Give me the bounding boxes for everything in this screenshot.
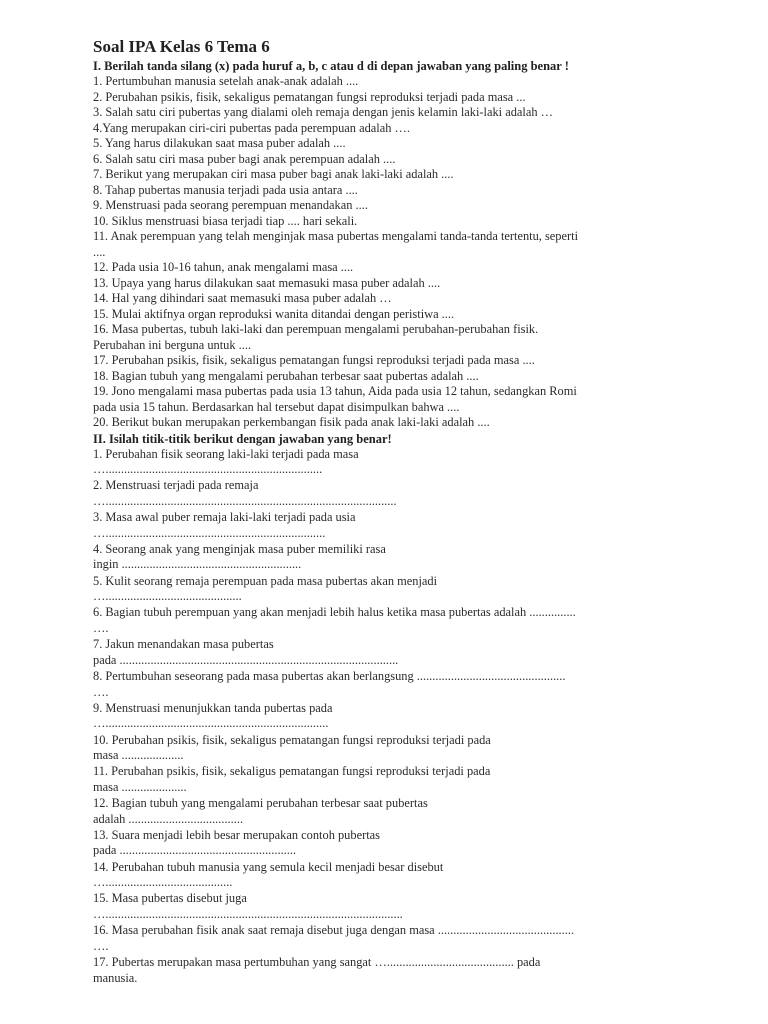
section-1-heading: I. Berilah tanda silang (x) pada huruf a, b, c atau d di depan jawaban yang paling benar ! <box>93 59 569 73</box>
fill-question-11: 11. Perubahan psikis, fisik, sekaligus pematangan fungsi reproduksi terjadi pada masa ..................... <box>93 764 491 794</box>
mc-question-9: 9. Menstruasi pada seorang perempuan menandakan .... <box>93 198 368 212</box>
mc-question-12: 12. Pada usia 10-16 tahun, anak mengalami masa .... <box>93 260 354 274</box>
mc-question-14: 14. Hal yang dihindari saat memasuki masa puber adalah … <box>93 291 392 305</box>
mc-question-16: 16. Masa pubertas, tubuh laki-laki dan perempuan mengalami perubahan-perubahan fisik. Perubahan ini berguna untuk .... <box>93 322 539 352</box>
fill-question-13: 13. Suara menjadi lebih besar merupakan contoh pubertas pada ......................................................... <box>93 827 380 858</box>
fill-question-12: 12. Bagian tubuh yang mengalami perubahan terbesar saat pubertas adalah ..................................... <box>93 796 428 826</box>
fill-question-16: 16. Masa perubahan fisik anak saat remaja disebut juga dengan masa ............................................ …. <box>93 923 575 953</box>
mc-question-7: 7. Berikut yang merupakan ciri masa puber bagi anak laki-laki adalah .... <box>93 167 454 181</box>
mc-question-6: 6. Salah satu ciri masa puber bagi anak perempuan adalah .... <box>93 151 396 166</box>
fill-question-6: 6. Bagian tubuh perempuan yang akan menjadi lebih halus ketika masa pubertas adalah ............... …. <box>93 605 576 635</box>
mc-question-11: 11. Anak perempuan yang telah menginjak masa pubertas mengalami tanda-tanda tertentu, seperti .... <box>93 229 579 259</box>
fill-question-1: 1. Perubahan fisik seorang laki-laki terjadi pada masa …...................................................................... <box>93 446 359 477</box>
fill-question-10: 10. Perubahan psikis, fisik, sekaligus pematangan fungsi reproduksi terjadi pada masa .................... <box>93 732 491 763</box>
section-fill-in <box>93 431 693 987</box>
mc-question-20: 20. Berikut bukan merupakan perkembangan fisik pada anak laki-laki adalah .... <box>93 415 490 429</box>
mc-question-15: 15. Mulai aktifnya organ reproduksi wanita ditandai dengan peristiwa .... <box>93 306 455 321</box>
fill-question-2: 2. Menstruasi terjadi pada remaja ….............................................................................................. <box>93 478 397 508</box>
section-2-heading: II. Isilah titik-titik berikut dengan jawaban yang benar! <box>93 431 392 446</box>
mc-question-3: 3. Salah satu ciri pubertas yang dialami oleh remaja dengan jenis kelamin laki-laki adalah … <box>93 105 554 119</box>
mc-question-4: 4.Yang merupakan ciri-ciri pubertas pada perempuan adalah …. <box>93 120 410 135</box>
fill-question-8: 8. Pertumbuhan seseorang pada masa pubertas akan berlangsung ................................................ …. <box>93 668 566 699</box>
fill-question-9: 9. Menstruasi menunjukkan tanda pubertas pada …........................................................................ <box>93 700 333 731</box>
fill-question-4: 4. Seorang anak yang menginjak masa puber memiliki rasa ingin .......................................................... <box>93 541 386 572</box>
mc-question-2: 2. Perubahan psikis, fisik, sekaligus pematangan fungsi reproduksi terjadi pada masa ... <box>93 89 526 104</box>
fill-question-14: 14. Perubahan tubuh manusia yang semula kecil menjadi besar disebut …......................................... <box>93 859 444 890</box>
mc-question-17: 17. Perubahan psikis, fisik, sekaligus pematangan fungsi reproduksi terjadi pada masa .... <box>93 353 535 367</box>
fill-question-7: 7. Jakun menandakan masa pubertas pada .......................................................................................... <box>93 637 399 667</box>
mc-question-1: 1. Pertumbuhan manusia setelah anak-anak adalah .... <box>93 74 359 88</box>
mc-question-19: 19. Jono mengalami masa pubertas pada usia 13 tahun, Aida pada usia 12 tahun, sedangkan Romi pada usia 15 tahun. Berdasarkan hal tersebut dapat disimpulkan bahwa .... <box>93 384 577 414</box>
fill-question-5: 5. Kulit seorang remaja perempuan pada masa pubertas akan menjadi …............................................ <box>93 573 438 604</box>
fill-question-15: 15. Masa pubertas disebut juga …................................................................................................ <box>93 891 403 922</box>
mc-question-8: 8. Tahap pubertas manusia terjadi pada usia antara .... <box>93 182 358 197</box>
worksheet-page <box>93 37 693 986</box>
section-multiple-choice <box>93 58 693 431</box>
mc-question-5: 5. Yang harus dilakukan saat masa puber adalah .... <box>93 136 346 150</box>
page-title: Soal IPA Kelas 6 Tema 6 <box>93 37 270 56</box>
mc-question-18: 18. Bagian tubuh yang mengalami perubahan terbesar saat pubertas adalah .... <box>93 368 479 383</box>
fill-question-3: 3. Masa awal puber remaja laki-laki terjadi pada usia …....................................................................... <box>93 510 356 540</box>
fill-question-17: 17. Pubertas merupakan masa pertumbuhan yang sangat …......................................... pada manusia. <box>93 955 541 985</box>
mc-question-10: 10. Siklus menstruasi biasa terjadi tiap .... hari sekali. <box>93 213 358 228</box>
mc-question-13: 13. Upaya yang harus dilakukan saat memasuki masa puber adalah .... <box>93 275 441 290</box>
